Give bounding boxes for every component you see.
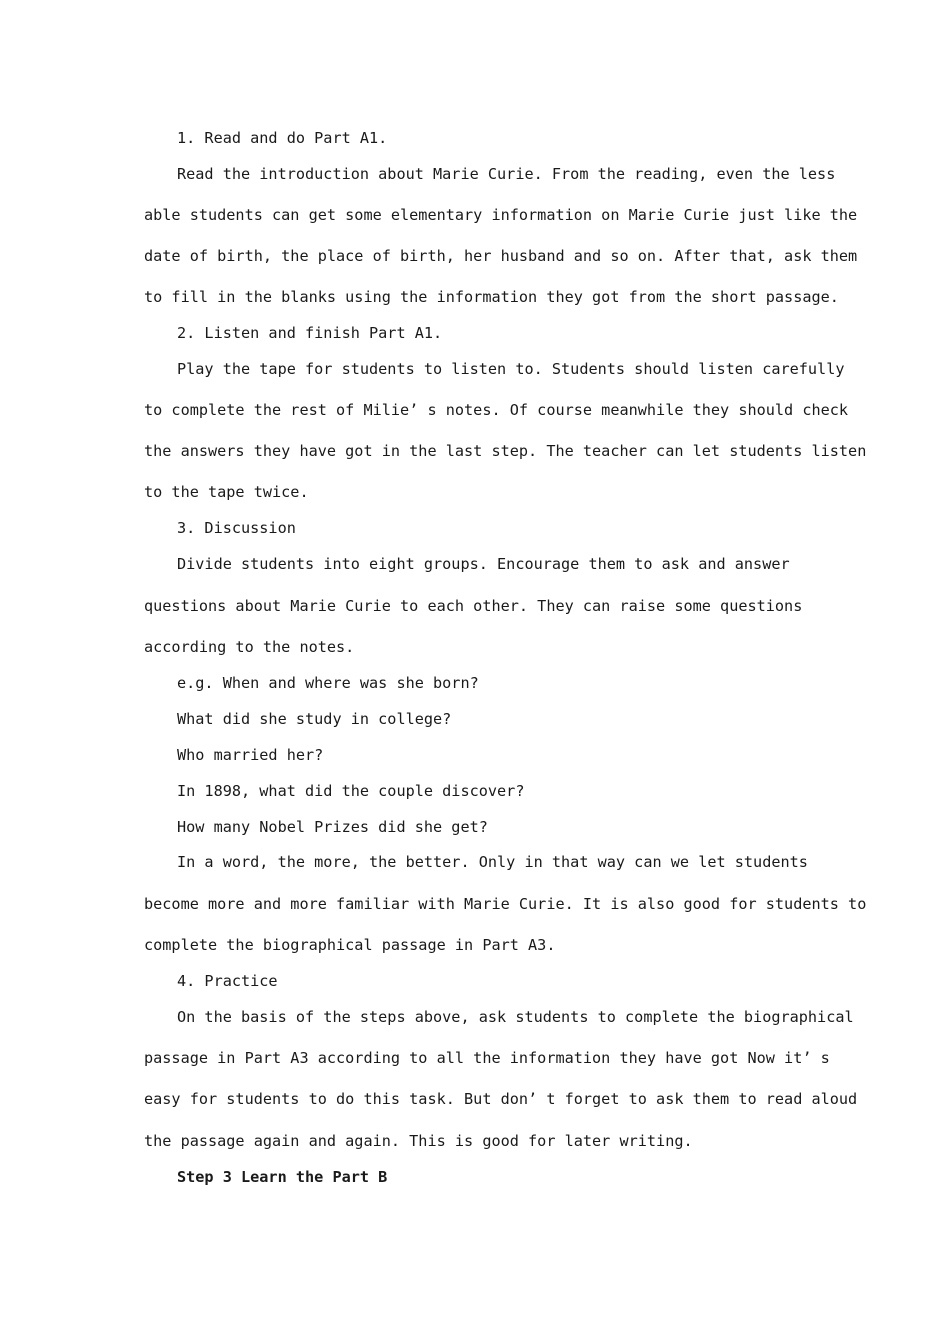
paragraph-line: date of birth, the place of birth, her husband and so on. After that, ask them (144, 247, 858, 265)
paragraph-line: In a word, the more, the better. Only in that way can we let students (177, 853, 808, 871)
paragraph-line: able students can get some elementary information on Marie Curie just like the (144, 206, 858, 224)
question-item: How many Nobel Prizes did she get? (177, 818, 488, 836)
question-item: Who married her? (177, 746, 324, 764)
question-item: e.g. When and where was she born? (177, 674, 479, 692)
heading-discussion: 3. Discussion (177, 519, 296, 537)
paragraph-line: the answers they have got in the last step. The teacher can let students listen (144, 442, 867, 460)
paragraph-line: the passage again and again. This is good for later writing. (144, 1132, 693, 1150)
question-item: In 1898, what did the couple discover? (177, 782, 525, 800)
paragraph-line: become more and more familiar with Marie Curie. It is also good for students to (144, 895, 867, 913)
paragraph-line: according to the notes. (144, 638, 355, 656)
heading-listen-part-a1: 2. Listen and finish Part A1. (177, 324, 443, 342)
paragraph-line: passage in Part A3 according to all the information they have got Now it’ s (144, 1049, 830, 1067)
paragraph-line: to the tape twice. (144, 483, 309, 501)
question-item: What did she study in college? (177, 710, 452, 728)
paragraph-line: to fill in the blanks using the information they got from the short passage. (144, 288, 839, 306)
heading-read-part-a1: 1. Read and do Part A1. (177, 129, 388, 147)
heading-practice: 4. Practice (177, 972, 278, 990)
paragraph-line: On the basis of the steps above, ask students to complete the biographical (177, 1008, 854, 1026)
paragraph-line: complete the biographical passage in Part A3. (144, 936, 556, 954)
paragraph-line: to complete the rest of Milie’ s notes. Of course meanwhile they should check (144, 401, 849, 419)
paragraph-line: Divide students into eight groups. Encourage them to ask and answer (177, 555, 790, 573)
paragraph-line: easy for students to do this task. But don’ t forget to ask them to read aloud (144, 1090, 858, 1108)
paragraph-line: Read the introduction about Marie Curie. From the reading, even the less (177, 165, 836, 183)
paragraph-line: questions about Marie Curie to each other. They can raise some questions (144, 597, 803, 615)
paragraph-line: Play the tape for students to listen to. Students should listen carefully (177, 360, 845, 378)
step-3-heading: Step 3 Learn the Part B (177, 1168, 388, 1186)
